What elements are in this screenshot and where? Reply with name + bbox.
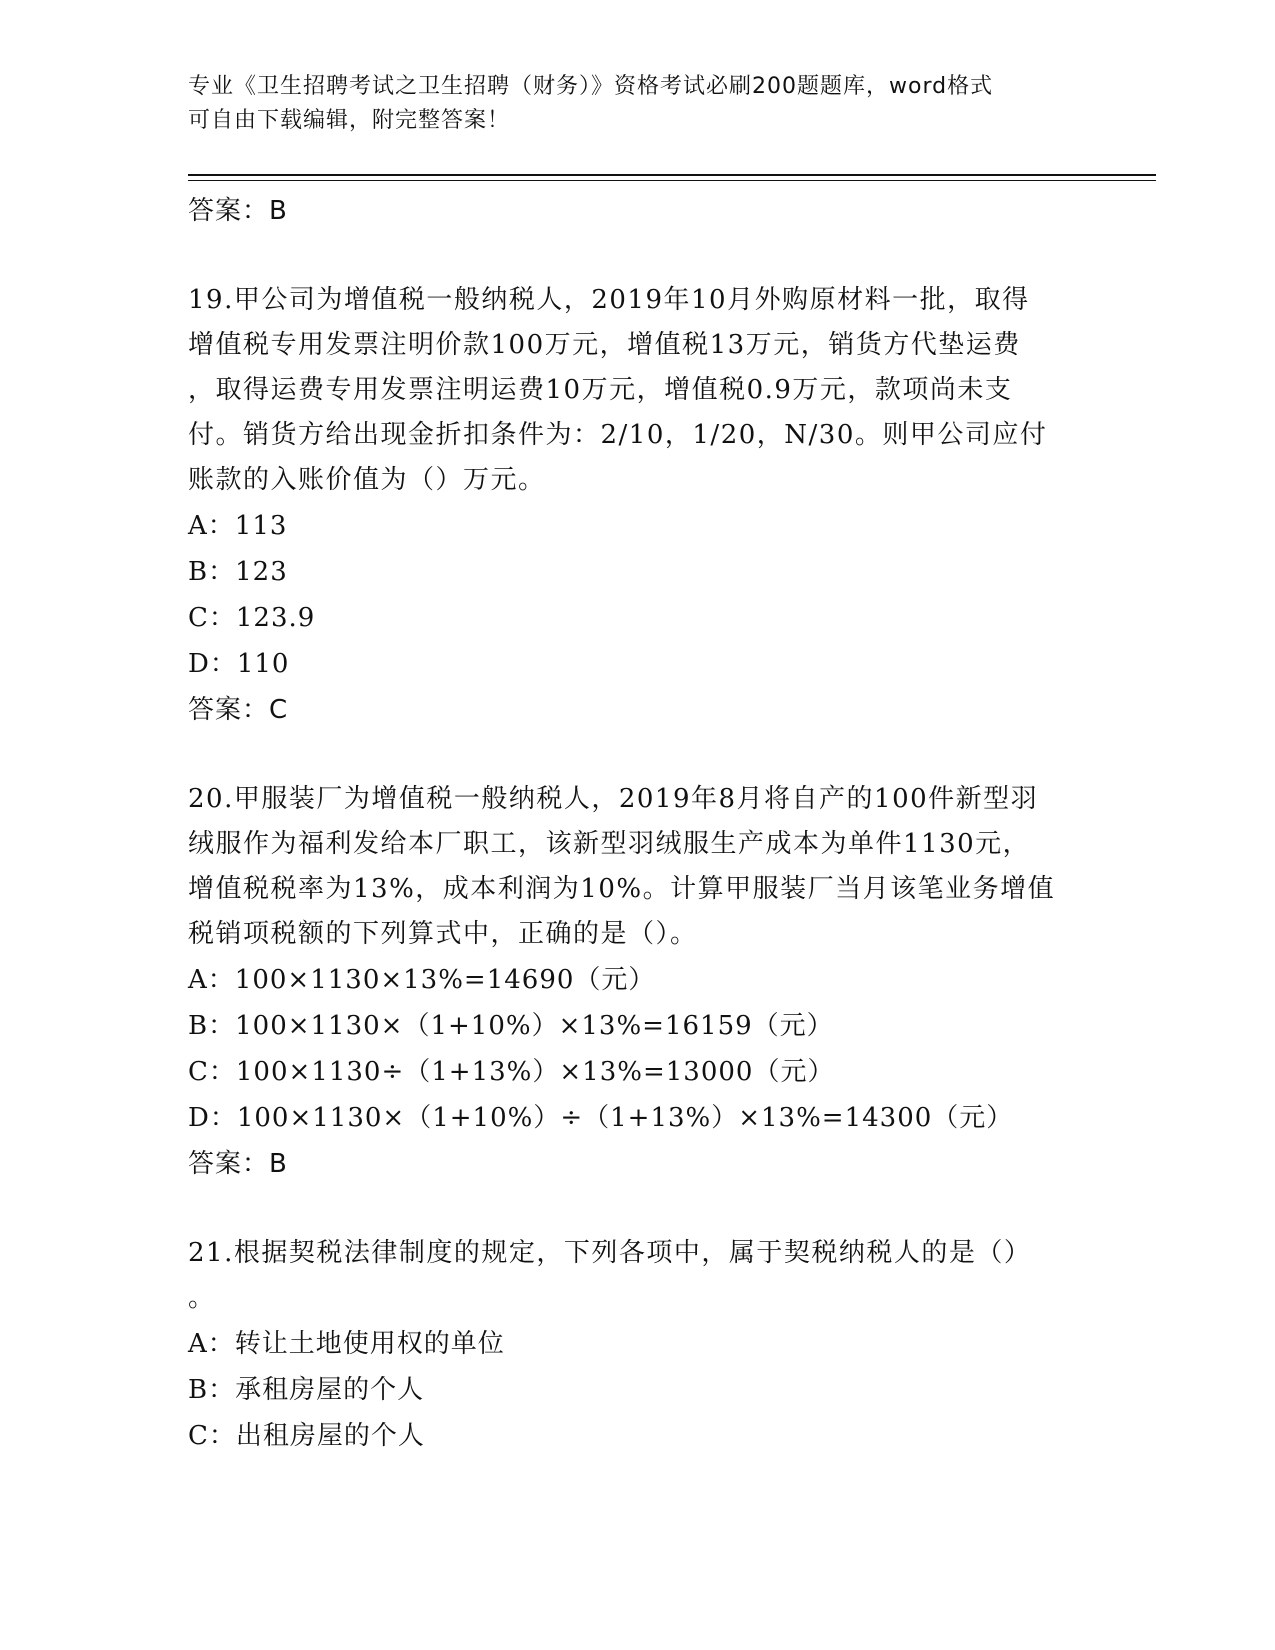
option-c: C：100×1130÷（1+13%）×13%=13000（元） [188,1057,835,1087]
option-a: A：113 [188,511,288,541]
stem-line: 绒服作为福利发给本厂职工，该新型羽绒服生产成本为单件1130元， [188,829,1031,859]
answer-line: 答案：C [188,695,289,725]
question-21 [188,1231,1088,1459]
stem-line: 税销项税额的下列算式中，正确的是（）。 [188,919,698,949]
question-stem [188,1231,1088,1321]
option-b: B：123 [188,557,288,587]
header-line-2: 可自由下载编辑，附完整答案！ [188,108,511,133]
stem-line: 21.根据契税法律制度的规定，下列各项中，属于契税纳税人的是（） [188,1238,1032,1268]
previous-answer: 答案：B [188,196,288,226]
stem-line: 增值税税率为13%，成本利润为10%。计算甲服装厂当月该笔业务增值 [188,874,1056,904]
option-d: D：110 [188,649,290,679]
option-c: C：出租房屋的个人 [188,1421,425,1451]
stem-line: 。 [188,1283,216,1313]
question-19 [188,278,1088,733]
answer-line: 答案：B [188,1149,288,1179]
option-b: B：100×1130×（1+10%）×13%=16159（元） [188,1011,834,1041]
option-c: C：123.9 [188,603,316,633]
header-rule-thin [188,180,1156,181]
page-header [188,70,1068,138]
header-rule-thick [188,174,1156,176]
question-stem [188,777,1088,957]
stem-line: 20.甲服装厂为增值税一般纳税人，2019年8月将自产的100件新型羽 [188,784,1039,814]
option-a: A：100×1130×13%=14690（元） [188,965,656,995]
question-stem [188,278,1088,503]
stem-line: ，取得运费专用发票注明运费10万元，增值税0.9万元，款项尚未支 [188,375,1013,405]
option-b: B：承租房屋的个人 [188,1375,425,1405]
question-20 [188,777,1088,1187]
option-a: A：转让土地使用权的单位 [188,1329,505,1359]
header-line-1: 专业《卫生招聘考试之卫生招聘（财务）》资格考试必刷200题题库，word格式 [188,74,994,99]
stem-line: 增值税专用发票注明价款100万元，增值税13万元，销货方代垫运费 [188,330,1021,360]
stem-line: 账款的入账价值为（）万元。 [188,465,546,495]
document-body [188,188,1088,1459]
stem-line: 付。销货方给出现金折扣条件为：2/10，1/20，N/30。则甲公司应付 [188,420,1048,450]
stem-line: 19.甲公司为增值税一般纳税人，2019年10月外购原材料一批，取得 [188,285,1030,315]
option-d: D：100×1130×（1+10%）÷（1+13%）×13%=14300（元） [188,1103,1014,1133]
